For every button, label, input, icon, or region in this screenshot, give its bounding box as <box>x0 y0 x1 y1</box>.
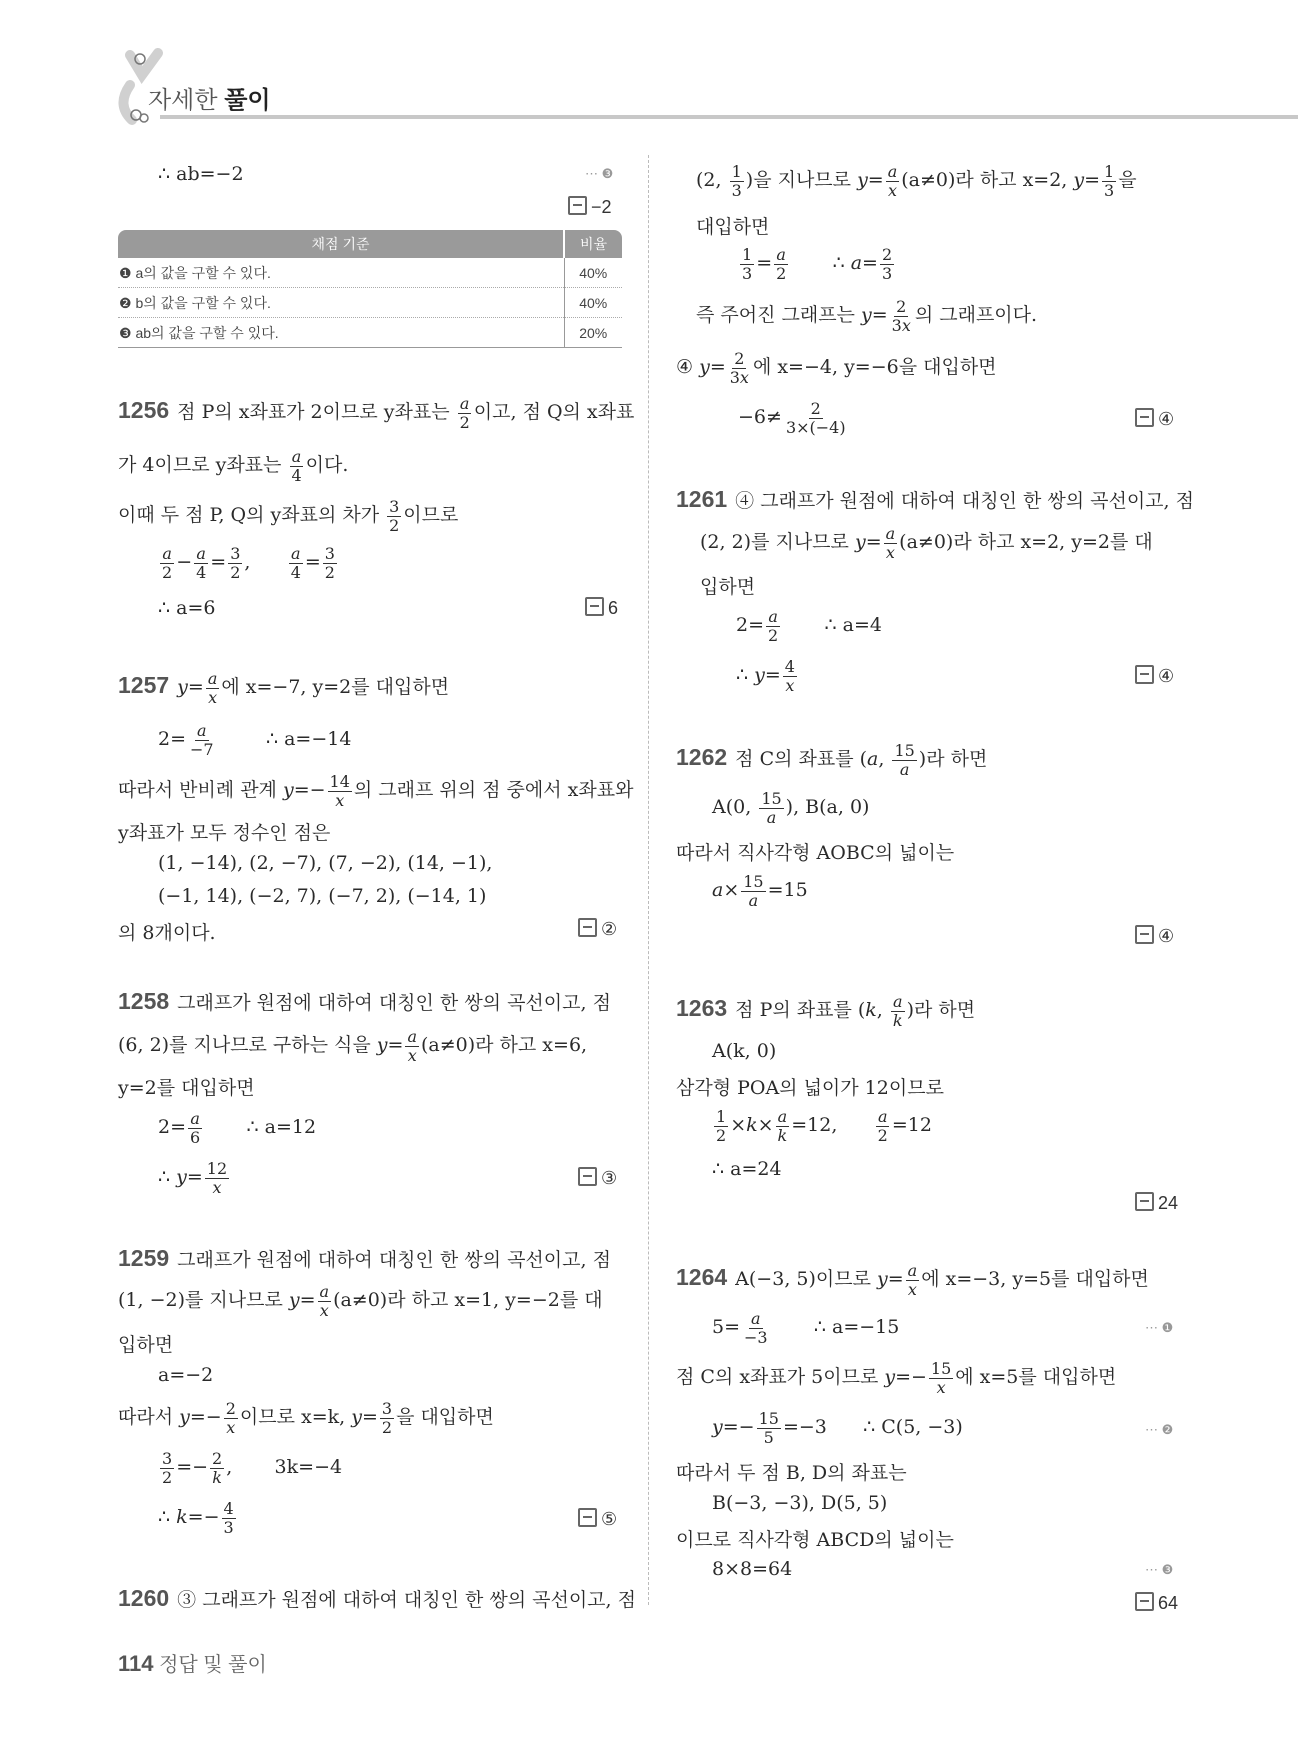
column-divider <box>648 155 649 1605</box>
page-header <box>0 0 1298 140</box>
problem-1258: 1258 그래프가 원점에 대하여 대칭인 한 쌍의 곡선이고, 점 <box>118 988 611 1014</box>
answer-icon <box>578 918 597 937</box>
problem-1264: 1264 A(−3, 5)이므로 y= $\frac{a}{x}$ 에 x=−3, y=5를 대입하면 <box>676 1261 1149 1299</box>
step-marker: ⋯ ❷ <box>1145 1422 1174 1437</box>
answer-icon <box>1135 925 1154 944</box>
problem-1256: 1256 점 P의 x좌표가 2이므로 y좌표는 $\frac{a}{2}$ 이고, 점 Q의 x좌표 <box>118 394 635 432</box>
answer-icon <box>1135 1592 1154 1611</box>
answer-badge: ③ <box>578 1167 617 1189</box>
answer-icon <box>1135 408 1154 427</box>
problem-1257: 1257 y= $\frac{a}{x}$ 에 x=−7, y=2를 대입하면 <box>118 669 450 707</box>
page-footer <box>118 1648 267 1677</box>
answer-badge: −2 <box>568 196 612 218</box>
step-marker: ⋯ ❶ <box>1145 1320 1174 1335</box>
problem-1259: 1259 그래프가 원점에 대하여 대칭인 한 쌍의 곡선이고, 점 <box>118 1245 611 1271</box>
answer-badge: ② <box>578 918 617 940</box>
answer-icon <box>578 1508 597 1527</box>
grading-table <box>118 230 622 348</box>
page-number: 114 <box>118 1651 154 1676</box>
step-marker: ⋯ ❸ <box>1145 1562 1174 1577</box>
answer-icon <box>1135 665 1154 684</box>
answer-icon <box>585 597 604 616</box>
problem-1263: 1263 점 P의 좌표를 (k, $\frac{a}{k}$ )라 하면 <box>676 992 976 1030</box>
problem-1261: 1261 ④ 그래프가 원점에 대하여 대칭인 한 쌍의 곡선이고, 점 <box>676 486 1194 512</box>
footer-label: 정답 및 풀이 <box>159 1654 267 1676</box>
problem-1260: 1260 ③ 그래프가 원점에 대하여 대칭인 한 쌍의 곡선이고, 점 <box>118 1585 636 1611</box>
answer-icon <box>568 196 587 215</box>
step-marker: ⋯ ❸ <box>585 166 614 181</box>
table-header: 채점 기준 <box>118 230 564 258</box>
answer-icon <box>578 1167 597 1186</box>
table-row: ❷ b의 값을 구할 수 있다. 40% <box>118 288 622 318</box>
answer-badge: 24 <box>1135 1192 1178 1214</box>
answer-badge: 64 <box>1135 1592 1178 1614</box>
answer-badge: ④ <box>1135 925 1174 947</box>
table-row: ❶ a의 값을 구할 수 있다. 40% <box>118 258 622 288</box>
header-title: 자세한 풀이 <box>148 87 271 114</box>
table-header: 비율 <box>564 230 622 258</box>
answer-badge: ⑤ <box>578 1508 617 1530</box>
answer-badge: ④ <box>1135 665 1174 687</box>
answer-badge: ④ <box>1135 408 1174 430</box>
top-result: ∴ ab=−2 <box>158 163 244 185</box>
table-row: ❸ ab의 값을 구할 수 있다. 20% <box>118 318 622 348</box>
problem-1262: 1262 점 C의 좌표를 (a, $\frac{15}{a}$ )라 하면 <box>676 741 988 779</box>
answer-badge: 6 <box>585 597 618 619</box>
answer-icon <box>1135 1192 1154 1211</box>
header-rule <box>160 115 1298 119</box>
